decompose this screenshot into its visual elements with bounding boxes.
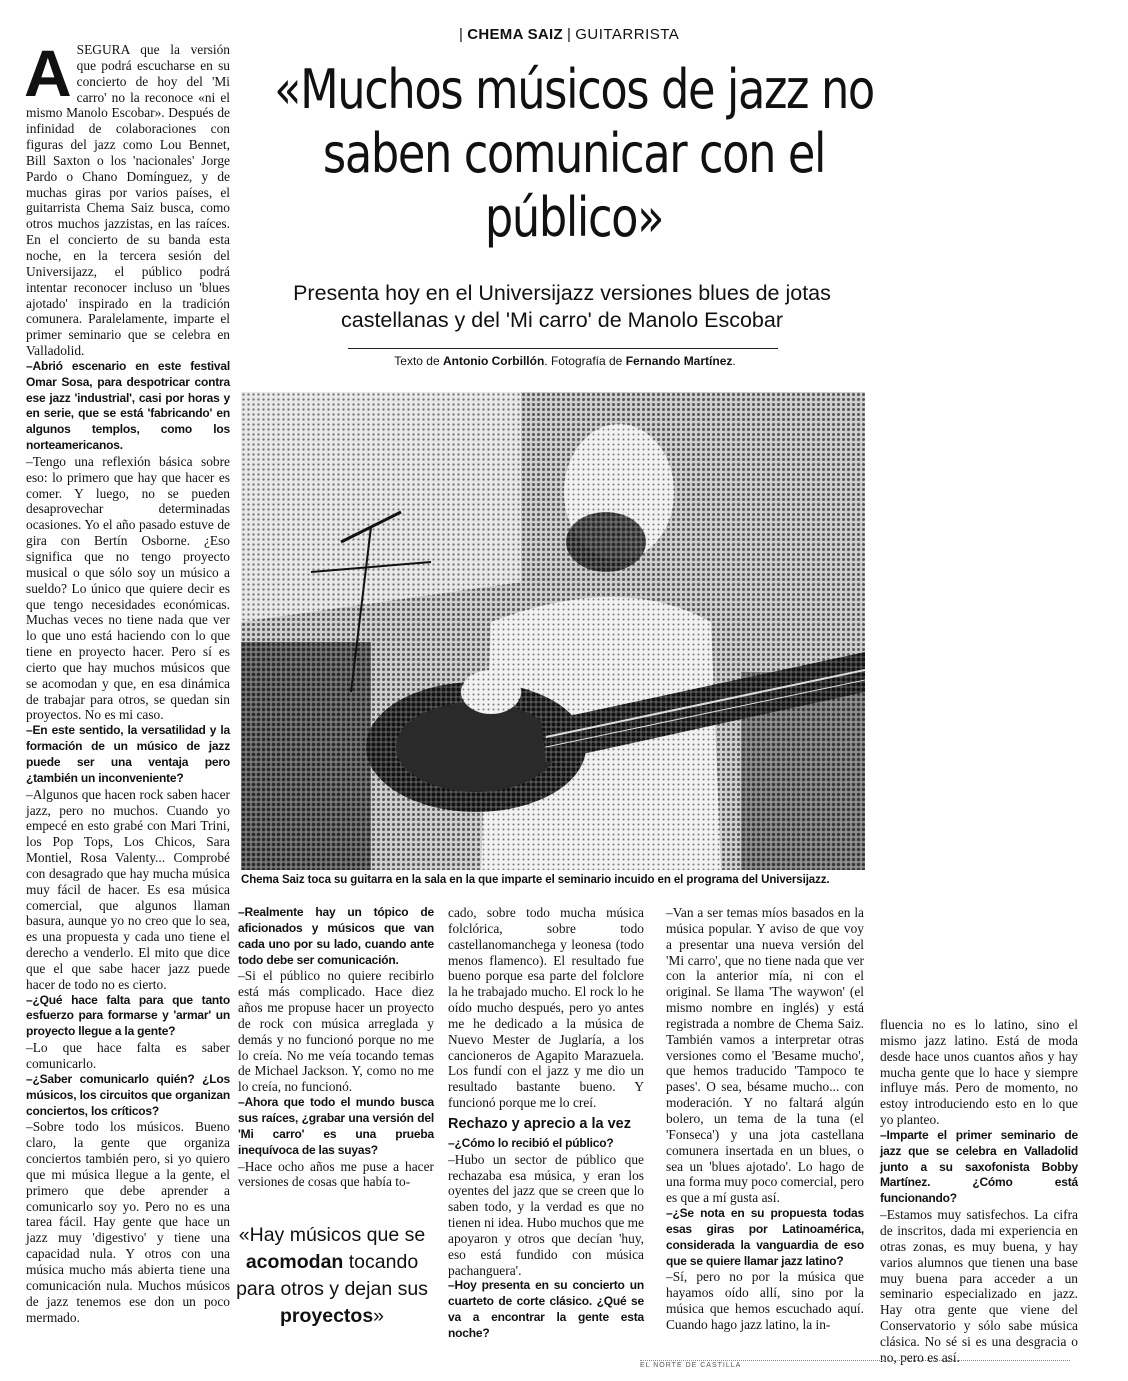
answer: –Lo que hace falta es saber comunicarlo. <box>26 1040 230 1071</box>
question: –¿Saber comunicarlo quién? ¿Los músicos, los circuitos que organizan conciertos, los críticos? <box>26 1071 230 1118</box>
footer-rule <box>640 1360 1070 1361</box>
kicker-name: CHEMA SAIZ <box>467 26 563 43</box>
page-footer: EL NORTE DE CASTILLA <box>640 1362 742 1369</box>
kicker: | CHEMA SAIZ | GUITARRISTA <box>459 26 680 43</box>
question: –Ahora que todo el mundo busca sus raíces, ¿grabar una versión del 'Mi carro' es una prueba inequívoca de las suyas? <box>238 1095 434 1157</box>
answer: fluencia no es lo latino, sino el mismo jazz latino. Está de moda desde hace unos cuantos años y hay mucha gente que lo hace y siempre influye más. Pero de momento, no estoy introduciendo esto en lo que yo planteo. <box>880 1017 1078 1128</box>
intro-paragraph: SEGURA que la versión que podrá escucharse en su concierto de hoy del 'Mi carro' no la reconoce «ni el mismo Manolo Escobar». Después de infinidad de colaboraciones con figuras del jazz como Lou Bennet, Bill Saxton o los 'nacionales' Jorge Pardo o Chano Domínguez, y de muchas giras por varios países, el guitarrista Chema Saiz busca, como otros muchos jazzistas, en las raíces. En el concierto de su banda esta noche, en la tercera sesión del Universijazz, el público podrá intentar reconocer incluso un 'blues ajotado' inspirado en la tradición comunera. Paralelamente, imparte el primer seminario que se celebra en Valladolid. <box>26 42 230 359</box>
question: –¿Cómo lo recibió el público? <box>448 1135 614 1150</box>
article-column-1 <box>24 36 230 1325</box>
kicker-role: GUITARRISTA <box>575 26 680 43</box>
pull-quote-end: » <box>373 1305 385 1327</box>
article-column-2 <box>238 905 434 1190</box>
pull-quote <box>232 1222 432 1330</box>
byline-author: Antonio Corbillón <box>442 354 545 368</box>
answer: –Sí, pero no por la música que hayamos oído allí, sino por la música que hemos escuchado aquí. Cuando hago jazz latino, la in- <box>666 1269 864 1332</box>
article-column-4 <box>666 905 864 1333</box>
headline: «Muchos músicos de jazz no saben comunicar con el público» <box>274 58 874 249</box>
divider-rule <box>348 348 778 349</box>
answer: –Tengo una reflexión básica sobre eso: lo primero que hay que hacer es comer. Y luego, no se pueden desaprovechar determinadas ocasiones. Yo el año pasado estuve de gira con Bertín Osborne. ¿Eso significa que no tengo proyecto musical o que sólo soy un músico a sueldo? Lo único que quiere decir es que tengo necesidades económicas. Muchas veces no tiene nada que ver lo que uno está haciendo con lo que tiene en proyecto hacer. Pero sí es cierto que hay muchos músicos que se acomodan y que, en esa dinámica de trabajar para otros, se quedan sin proyectos. No es mi caso. <box>26 453 230 723</box>
photo-guitarist <box>241 392 865 870</box>
question: –Abrió escenario en este festival Omar Sosa, para despotricar contra ese jazz 'industrial', casi por horas y en serie, que se está 'fabricando' en algunos templos, como los norteamericanos. <box>26 358 230 453</box>
answer: –Sobre todo los músicos. Bueno claro, la gente que organiza conciertos también pero, si yo quiero que mi música llegue a la gente, el primero que debe aprender a comunicarlo soy yo. Pero no es una tarea fácil. Hay gente que hace un jazz muy 'digestivo' y tiene una capacidad nula. Y otros con una música mucho más abierta tiene una comunicación nula. Muchos músicos de jazz tenemos ese don un poco mermado. <box>26 1119 230 1325</box>
article-column-3 <box>448 905 644 1342</box>
byline-text-label: Texto de <box>394 354 440 368</box>
question: –Realmente hay un tópico de aficionados y músicos que van cada uno por su lado, cuando ante todo debe ser comunicación. <box>238 905 434 967</box>
answer: –Van a ser temas míos basados en la música popular. Y aviso de que voy a presentar una nueva versión del 'Mi carro', que no tiene nada que ver con la anterior mía, ni con el original. Se llama 'The waywon' (el mismo nombre en inglés) y está registrada a nombre de Chema Saiz. También vamos a interpretar otras versiones como el 'Besame mucho', que hemos traducido 'Tampoco te pases'. O sea, bésame mucho... con moderación. Y no faltará algún bolero, un tema de la tuna (el 'Fonseca') y una jota castellana comunera insertada en un blues, o sea un 'blues ajotado'. Lo hago de una forma muy poco comercial, pero es que a mí gusta así. <box>666 905 864 1206</box>
section-subtitle: Rechazo y aprecio a la vez <box>448 1115 631 1132</box>
answer: –Hace ocho años me puse a hacer versiones de cosas que había to- <box>238 1158 434 1190</box>
question: –En este sentido, la versatilidad y la formación de un músico de jazz puede ser una ventaja pero ¿también un inconveniente? <box>26 723 230 785</box>
byline-photo-label: . Fotografía de <box>544 354 623 368</box>
question: –¿Se nota en su propuesta todas esas giras por Latinoamérica, considerada la vanguardia de eso que se quiere llamar jazz latino? <box>666 1206 864 1268</box>
question: –¿Qué hace falta para que tanto esfuerzo para formarse y 'armar' un proyecto llegue a la gente? <box>26 992 230 1039</box>
answer: –Si el público no quiere recibirlo está más complicado. Hace diez años me propuse hacer un proyecto de rock con música arreglada y demás y no funcionó porque no me lo creía. No me veía tocando temas de Michael Jackson. Y, como no me lo creía, no funcionó. <box>238 968 434 1095</box>
answer: –Algunos que hacen rock saben hacer jazz, pero no muchos. Cuando yo empecé en esto grabé con Mari Trini, los Pop Tops, Los Chicos, Sara Montiel, Rosa Valenty... Comprobé con desagrado que hay mucha música muy fácil de hacer. Es esa música comercial, que algunos llaman basura, aunque yo no creo que lo sea, es una propuesta y cada uno tiene el derecho a venderlo. El mito que dice que el que sabe hacer jazz puede hacer de todo no es cierto. <box>26 786 230 992</box>
question: –Hoy presenta en su concierto un cuarteto de corte clásico. ¿Qué se va a encontrar la gente esta noche? <box>448 1278 644 1340</box>
byline <box>340 354 790 368</box>
byline-end: . <box>732 354 736 368</box>
answer: cado, sobre todo mucha música folclórica, sobre todo castellanomanchega y leonesa (todo menos flamenco). El resultado fue bueno porque esa parte del folclore la he trabajado mucho. El rock lo he oído mucho después, pero yo antes me he dedicado a la música de Nuevo Mester de Juglaría, a los cancioneros de Agapito Marazuela. Los fundí con el jazz y me dio un resultado bastante bueno. Y funcionó porque me lo creí. <box>448 905 644 1111</box>
pull-quote-emphasis: proyectos <box>279 1305 374 1327</box>
answer: –Estamos muy satisfechos. La cifra de inscritos, dada mi experiencia en otras zonas, es muy buena, y hay varios alumnos que tienen una base muy buena para acceder a un seminario especializado en jazz. Hay otra gente que viene del Conservatorio y sólo sabe música clásica. No sé si es una desgracia o no, pero es así. <box>880 1207 1078 1365</box>
pull-quote-part: «Hay músicos que se <box>238 1224 426 1246</box>
answer: –Hubo un sector de público que rechazaba esa música, y eran los oyentes del jazz que se creen que lo saben todo, y la verdad es que no tienen ni idea. Hubo muchos que me apoyaron y otros que decían 'huy, eso está fundido con música pachanguera'. <box>448 1151 644 1278</box>
drop-cap: A <box>24 36 72 110</box>
pull-quote-emphasis: acomodan <box>245 1251 344 1273</box>
pull-quote-part: tocando para otros y dejan sus <box>236 1251 428 1300</box>
byline-photographer: Fernando Martínez <box>625 354 733 368</box>
subheadline: Presenta hoy en el Universijazz versiones blues de jotas castellanas y del 'Mi carro' de Manolo Escobar <box>293 281 831 332</box>
article-column-5 <box>880 1017 1078 1366</box>
photo-caption: Chema Saiz toca su guitarra en la sala en la que imparte el seminario incuido en el programa del Universijazz. <box>241 874 830 886</box>
question: –Imparte el primer seminario de jazz que se celebra en Valladolid junto a su saxofonista Bobby Martínez. ¿Cómo está funcionando? <box>880 1127 1078 1206</box>
